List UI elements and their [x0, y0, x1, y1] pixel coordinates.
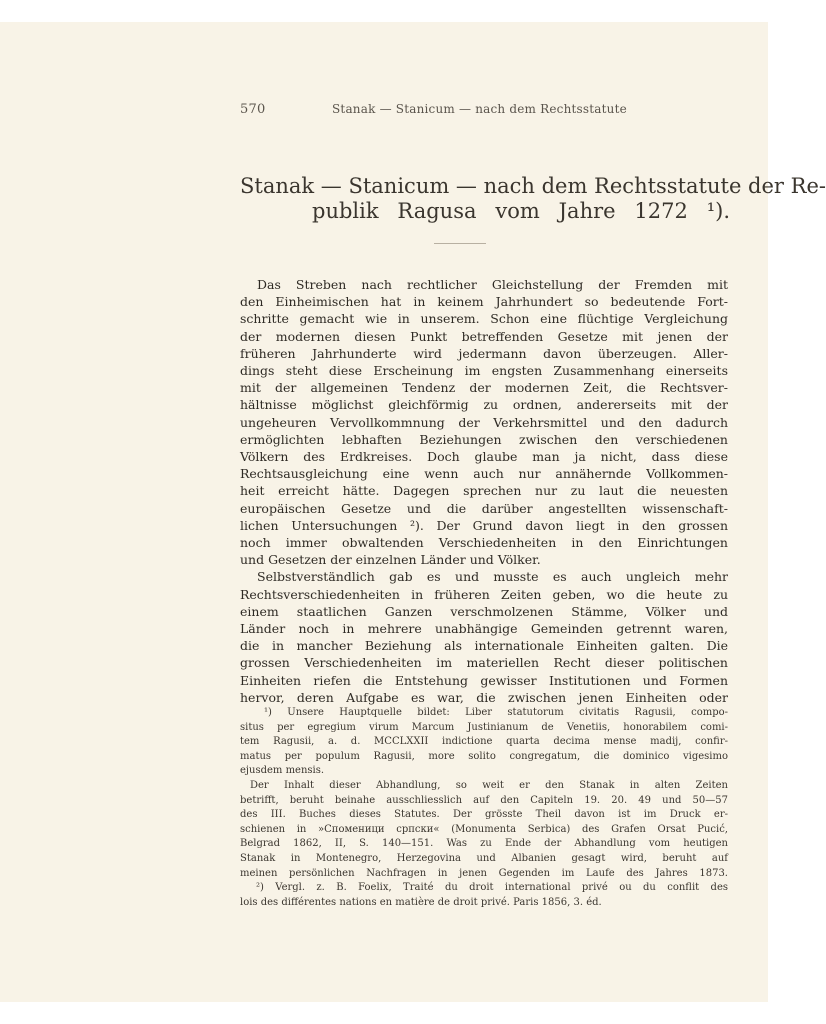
body-line: heit erreicht hätte. Dagegen sprechen nur zu laut die neuesten	[240, 483, 728, 499]
title-line-1: Stanak — Stanicum — nach dem Rechtsstatute der Re-	[240, 174, 826, 198]
footnote-line: situs per egregium virum Marcum Justinianum de Venetiis, honorabilem comi-	[240, 721, 728, 733]
footnote-line: betrifft, beruht beinahe ausschliesslich auf den Capiteln 19. 20. 49 und 50—57	[240, 794, 728, 806]
body-line: grossen Verschiedenheiten im materiellen Recht dieser politischen	[240, 655, 728, 671]
body-line: und Gesetzen der einzelnen Länder und Völker.	[240, 552, 541, 568]
body-line: Rechtsverschiedenheiten in früheren Zeiten geben, wo die heute zu	[240, 586, 728, 602]
body-text	[240, 276, 728, 706]
body-line: lichen Untersuchungen ²). Der Grund davon liegt in den grossen	[240, 517, 728, 533]
footnote-line: meinen persönlichen Nachfragen in jenen Gegenden im Laufe des Jahres 1873.	[240, 867, 728, 879]
footnote-line: ²) Vergl. z. B. Foelix, Traité du droit international privé ou du conflit des	[256, 882, 728, 894]
body-line: hältnisse möglichst gleichförmig zu ordnen, andererseits mit der	[240, 397, 728, 413]
title-divider	[434, 243, 486, 244]
footnote-line: Der Inhalt dieser Abhandlung, so weit er den Stanak in alten Zeiten	[250, 779, 728, 791]
body-line: schritte gemacht wie in unserem. Schon eine flüchtige Vergleichung	[240, 311, 728, 327]
body-line: Das Streben nach rechtlicher Gleichstellung der Fremden mit	[257, 277, 728, 292]
title-line-2: publik Ragusa vom Jahre 1272 ¹).	[312, 199, 730, 223]
body-line: ungeheuren Vervollkommnung der Verkehrsmittel und den dadurch	[240, 414, 728, 430]
footnote-line: lois des différentes nations en matière de droit privé. Paris 1856, 3. éd.	[240, 896, 602, 908]
body-line: mit der allgemeinen Tendenz der modernen Zeit, die Rechtsver-	[240, 380, 728, 396]
body-line: früheren Jahrhunderte wird jedermann davon überzeugen. Aller-	[240, 345, 728, 361]
footnote-line: Stanak in Montenegro, Herzegovina und Albanien gesagt wird, beruht auf	[240, 852, 728, 864]
body-line: Völkern des Erdkreises. Doch glaube man ja nicht, dass diese	[240, 449, 728, 465]
footnote-line: ejusdem mensis.	[240, 765, 325, 777]
running-head	[240, 102, 640, 117]
body-line: noch immer obwaltenden Verschiedenheiten in den Einrichtungen	[240, 535, 728, 551]
footnote-line: schienen in »Споменици српски« (Monumenta Serbica) des Grafen Orsat Pucić,	[240, 823, 728, 835]
body-line: Einheiten riefen die Entstehung gewisser Institutionen und Formen	[240, 672, 728, 688]
footnote-line: Belgrad 1862, II, S. 140—151. Was zu Ende der Abhandlung vom heutigen	[240, 838, 728, 850]
body-line: Rechtsausgleichung eine wenn auch nur annähernde Vollkommen-	[240, 466, 728, 482]
body-line: Länder noch in mehrere unabhängige Gemeinden getrennt waren,	[240, 621, 728, 637]
body-line: europäischen Gesetze und die darüber angestellten wissenschaft-	[240, 500, 728, 516]
body-line: ermöglichten lebhaften Beziehungen zwischen den verschiedenen	[240, 431, 728, 447]
footnote-line: matus per populum Ragusii, more solito congregatum, die dominico vigesimo	[240, 750, 728, 762]
footnote-line: tem Ragusii, a. d. MCCLXXII indictione quarta decima mense madij, confir-	[240, 736, 728, 748]
footnotes	[240, 706, 728, 910]
page-number: 570	[240, 102, 266, 117]
running-head-text: Stanak — Stanicum — nach dem Rechtsstatute	[332, 102, 627, 116]
footnote-line: des III. Buches dieses Statutes. Der grösste Theil davon ist im Druck er-	[240, 809, 728, 821]
body-line: die in mancher Beziehung als internationale Einheiten galten. Die	[240, 638, 728, 654]
body-line: dings steht diese Erscheinung im engsten Zusammenhang einerseits	[240, 363, 728, 379]
body-line: einem staatlichen Ganzen verschmolzenen Stämme, Völker und	[240, 603, 728, 619]
article-title	[240, 174, 826, 224]
footnote-line: ¹) Unsere Hauptquelle bildet: Liber statutorum civitatis Ragusii, compo-	[264, 707, 728, 718]
body-line: hervor, deren Aufgabe es war, die zwischen jenen Einheiten oder	[240, 689, 728, 705]
book-page	[0, 22, 826, 1002]
body-line: Selbstverständlich gab es und musste es auch ungleich mehr	[257, 569, 728, 585]
body-line: der modernen diesen Punkt betreffenden Gesetze mit jenen der	[240, 328, 728, 344]
body-line: den Einheimischen hat in keinem Jahrhundert so bedeutende Fort-	[240, 294, 728, 310]
